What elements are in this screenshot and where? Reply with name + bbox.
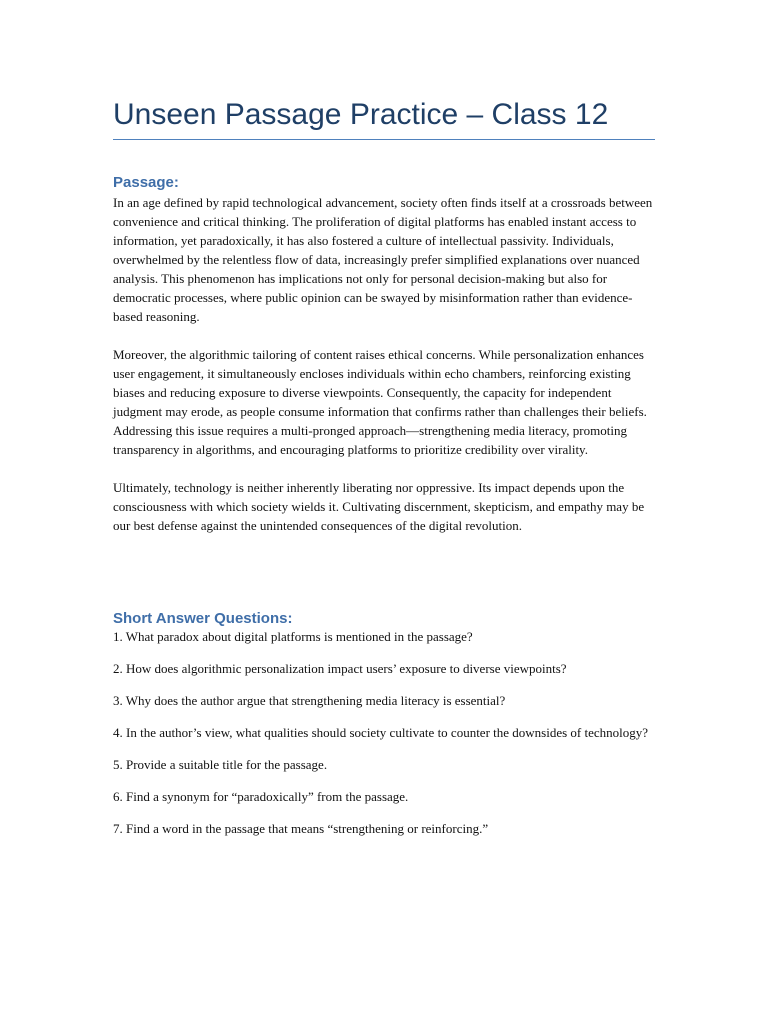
question-item-1: 1. What paradox about digital platforms is mentioned in the passage? — [113, 629, 473, 644]
question-item-5: 5. Provide a suitable title for the passage. — [113, 757, 328, 772]
passage-heading: Passage: — [113, 174, 179, 191]
question-item-4: 4. In the author’s view, what qualities should society cultivate to counter the downsides of technology? — [113, 725, 649, 740]
question-item-6: 6. Find a synonym for “paradoxically” from the passage. — [113, 789, 409, 804]
passage-body — [113, 193, 658, 554]
passage-paragraph-2: Moreover, the algorithmic tailoring of content raises ethical concerns. While personalization enhances user engagement, it simultaneously encloses individuals within echo chambers, reinforcing existing biases and reducing exposure to diverse viewpoints. Consequently, the capacity for independent judgment may erode, as people consume information that confirms rather than challenges their beliefs. Addressing this issue requires a multi-pronged approach—strengthening media literacy, promoting transparency in algorithms, and encouraging platforms to prioritize credibility over virality. — [113, 347, 647, 457]
document-title: Unseen Passage Practice – Class 12 — [113, 98, 609, 131]
passage-paragraph-3: Ultimately, technology is neither inherently liberating nor oppressive. Its impact depends upon the consciousness with which society wields it. Cultivating discernment, skepticism, and empathy may be our best defense against the unintended consequences of the digital revolution. — [113, 480, 645, 533]
questions-list — [113, 627, 658, 851]
question-item-7: 7. Find a word in the passage that means “strengthening or reinforcing.” — [113, 821, 489, 836]
passage-paragraph-1: In an age defined by rapid technological advancement, society often finds itself at a crossroads between convenience and critical thinking. The proliferation of digital platforms has enabled instant access to information, yet paradoxically, it has also fostered a culture of intellectual passivity. Individuals, overwhelmed by the relentless flow of data, increasingly prefer simplified explanations over nuanced analysis. This phenomenon has implications not only for personal decision-making but also for democratic processes, where public opinion can be swayed by misinformation rather than evidence-based reasoning. — [113, 195, 653, 324]
question-item-3: 3. Why does the author argue that strengthening media literacy is essential? — [113, 693, 506, 708]
title-underline — [113, 139, 655, 140]
questions-heading: Short Answer Questions: — [113, 610, 293, 627]
question-item-2: 2. How does algorithmic personalization impact users’ exposure to diverse viewpoints? — [113, 661, 567, 676]
